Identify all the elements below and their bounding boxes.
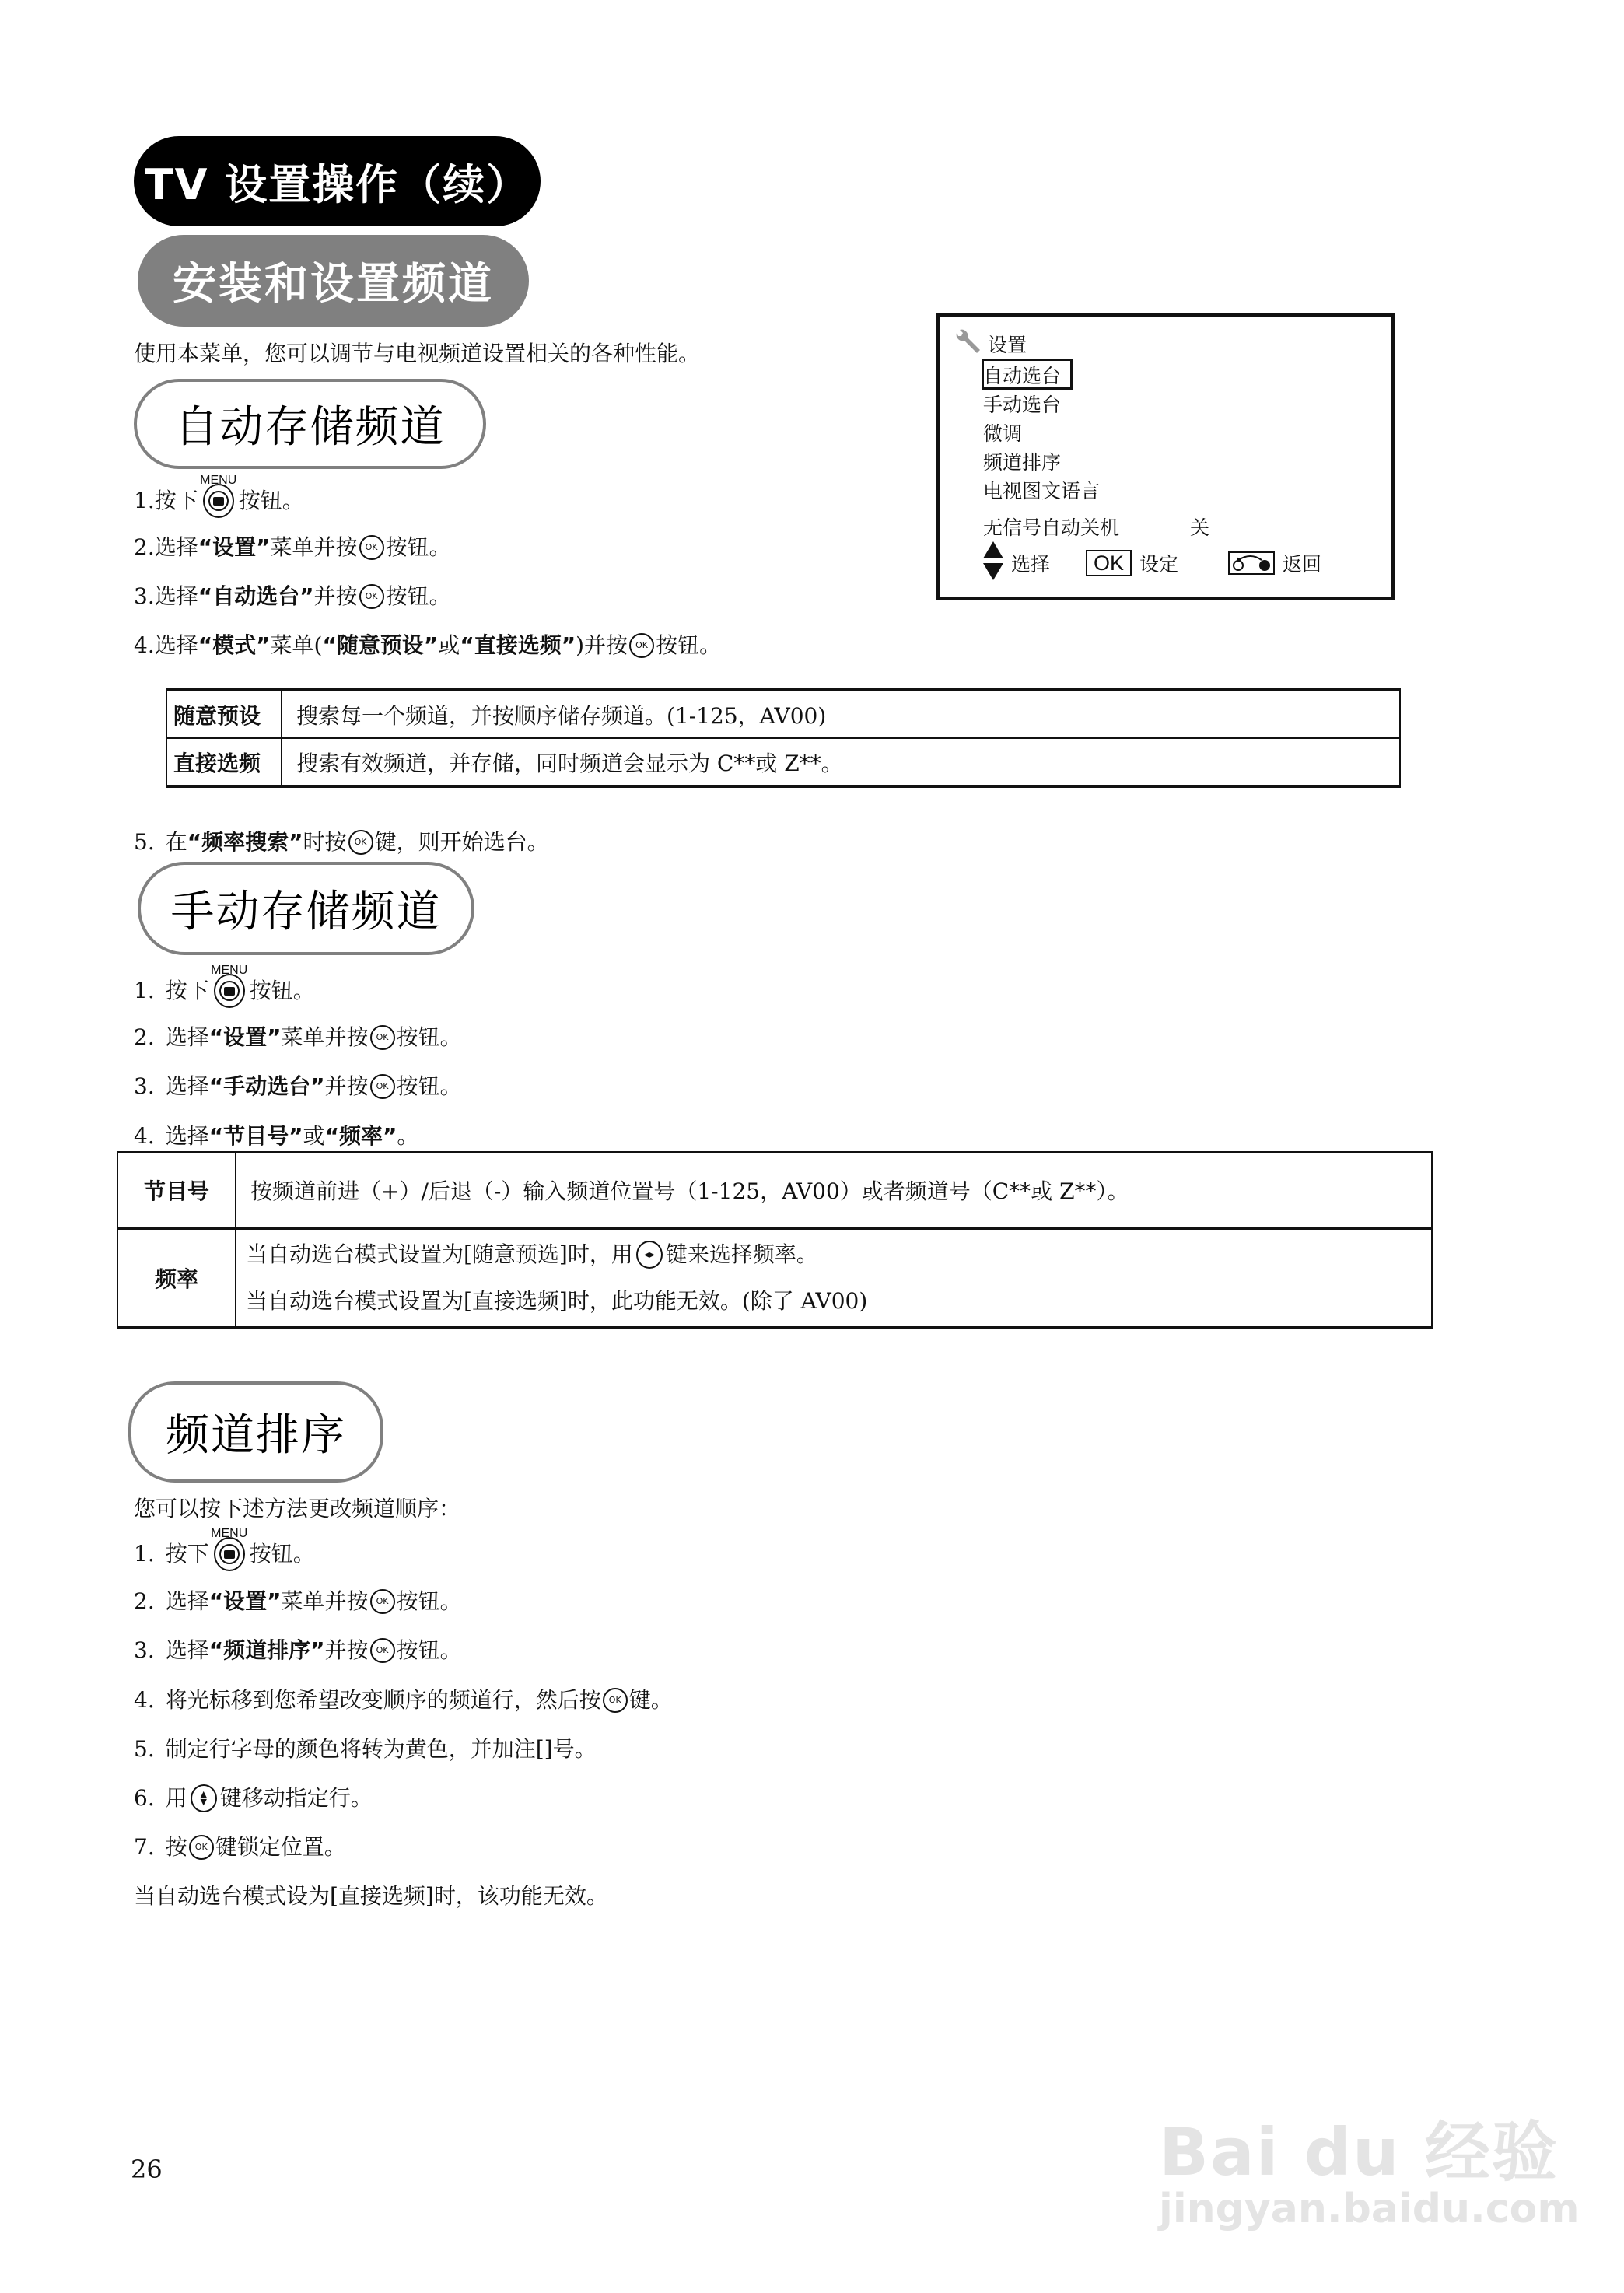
auto-step-5 [134,827,549,858]
osd-footer [983,541,1321,585]
osd-item-manual[interactable]: 手动选台 [983,394,1062,416]
step-number: 4. [134,1687,155,1713]
ok-key-icon: OK [1086,550,1132,576]
menu-button-icon: MENU [214,1537,245,1571]
step-number: 4. [134,1123,155,1149]
step-keyword: “自动选台” [198,583,314,609]
osd-title: 设置 [988,334,1027,356]
back-key-icon [1228,551,1275,575]
step-text: 用 [165,1785,187,1811]
sort-note: 当自动选台模式设为[直接选频]时，该功能无效。 [134,1883,608,1909]
table-row [117,1228,1432,1328]
step-text: 按钮。 [396,1637,462,1663]
sort-step-1 [134,1527,315,1571]
step-text: 在 [165,829,187,855]
ok-button-icon: OK [370,1025,395,1050]
ok-button-icon: OK [629,633,654,658]
step-number: 2. [134,534,155,560]
step-keyword: “设置” [208,1024,282,1050]
sort-step-3 [134,1635,462,1666]
step-text: 选择 [165,1073,209,1099]
step-number: 1. [134,1541,155,1567]
baidu-watermark-url: jingyan.baidu.com [1159,2186,1580,2232]
step-number: 6. [134,1785,155,1811]
menu-button-icon: MENU [203,484,234,518]
osd-item-finetune[interactable]: 微调 [983,422,1023,445]
step-text: 选择 [165,1024,209,1050]
page-title: TV 设置操作（续） [134,136,541,226]
step-text: 菜单( [270,632,323,658]
ok-button-icon: OK [189,1835,214,1860]
manual-options-table [117,1151,1433,1329]
step-text: 键。 [628,1687,673,1713]
step-text: 按钮。 [249,1541,315,1567]
step-keyword: “手动选台” [208,1073,325,1099]
step-text: 菜单并按 [270,534,358,560]
step-text: 键移动指定行。 [219,1785,373,1811]
step-number: 3. [134,1073,155,1099]
step-keyword: “设置” [208,1588,282,1614]
step-text: 按钮。 [249,978,315,1003]
step-keyword: “直接选频” [460,632,576,658]
osd-item-auto[interactable]: 自动选台 [983,365,1062,387]
step-number: 1. [134,488,155,513]
step-text: 按钮。 [656,632,722,658]
manual-store-heading: 手动存储频道 [138,862,474,955]
menu-button-icon: MENU [214,974,245,1008]
step-text: 菜单并按 [281,1024,369,1050]
step-text: 将光标移到您希望改变顺序的频道行，然后按 [165,1687,601,1713]
mode-label: 随意预设 [166,690,282,738]
step-number: 3. [134,583,155,609]
step-text: 或 [303,1123,325,1149]
step-number: 2. [134,1588,155,1614]
step-text: 按下 [165,1541,209,1567]
step-text: 按下 [154,488,198,513]
auto-step-1 [134,474,304,518]
step-number: 2. [134,1024,155,1050]
auto-step-3 [134,581,451,612]
manual-step-4 [134,1121,418,1152]
channel-sort-heading: 频道排序 [128,1381,383,1483]
step-text: 选择 [165,1637,209,1663]
step-text: 并按 [324,1637,369,1663]
step-number: 3. [134,1637,155,1663]
sort-step-2 [134,1586,462,1617]
sort-step-7 [134,1832,346,1863]
auto-store-heading: 自动存储频道 [134,379,486,469]
step-keyword: “节目号” [208,1123,303,1149]
mode-label: 直接选频 [166,738,282,786]
back-label: 返回 [1283,553,1322,576]
step-number: 1. [134,978,155,1003]
up-down-arrow-icon [983,541,1003,585]
ok-button-icon: OK [370,1074,395,1099]
step-text: 按钮。 [396,1588,462,1614]
osd-no-signal-off-label: 无信号自动关机 [983,516,1120,539]
step-text: 菜单并按 [281,1588,369,1614]
osd-item-sort[interactable]: 频道排序 [983,451,1062,474]
manual-step-2 [134,1022,462,1053]
step-number: 5. [134,829,155,855]
step-text: 选择 [165,1588,209,1614]
step-text: 并按 [324,1073,369,1099]
mode-desc: 搜索有效频道，并存储，同时频道会显示为 C**或 Z**。 [282,738,1400,786]
table-row [117,1152,1432,1228]
step-keyword: “频率搜索” [187,829,303,855]
option-label: 频率 [117,1228,236,1328]
select-label: 选择 [1011,553,1051,576]
section-title: 安装和设置频道 [138,235,529,327]
step-number: 5. [134,1736,155,1762]
up-down-button-icon: ▲ ▼ [191,1784,217,1812]
baidu-watermark-logo: Bai du 经验 [1159,2114,1559,2190]
step-text: 时按 [303,829,347,855]
step-text: 选择 [154,632,198,658]
table-row [166,738,1400,786]
page-number: 26 [131,2155,163,2184]
sort-step-5 [134,1734,597,1765]
step-text: 键锁定位置。 [215,1834,346,1860]
step-text: 按钮。 [385,583,451,609]
osd-item-teletext-lang[interactable]: 电视图文语言 [983,480,1101,502]
option-label: 节目号 [117,1152,236,1228]
step-text: 选择 [165,1123,209,1149]
set-label: 设定 [1139,553,1179,576]
intro-text: 使用本菜单，您可以调节与电视频道设置相关的各种性能。 [134,341,701,366]
step-text: )并按 [576,632,628,658]
step-text: 键，则开始选台。 [374,829,549,855]
step-text: 按钮。 [396,1024,462,1050]
step-text: 选择 [154,583,198,609]
step-text: 按下 [165,978,209,1003]
step-keyword: “设置” [198,534,271,560]
step-text: 选择 [154,534,198,560]
sort-step-6 [134,1783,373,1814]
mode-desc: 搜索每一个频道，并按顺序储存频道。(1-125，AV00) [282,690,1400,738]
left-right-button-icon: ◂▸ [636,1241,663,1269]
ok-button-icon: OK [603,1688,628,1713]
step-text: 按钮。 [238,488,304,513]
step-keyword: “频道排序” [208,1637,325,1663]
step-keyword: “随意预设” [322,632,439,658]
ok-button-icon: OK [359,535,384,560]
step-number: 4. [134,632,155,658]
step-text: 或 [438,632,460,658]
step-number: 7. [134,1834,155,1860]
ok-button-icon: OK [370,1589,395,1614]
ok-button-icon: OK [348,830,373,855]
sort-step-4 [134,1685,673,1716]
step-text: 按钮。 [396,1073,462,1099]
ok-button-icon: OK [370,1638,395,1663]
table-row [166,690,1400,738]
osd-settings-menu [936,313,1395,600]
step-text: 。 [397,1123,419,1149]
manual-step-3 [134,1071,462,1102]
sort-intro: 您可以按下述方法更改频道顺序： [134,1496,461,1521]
osd-no-signal-off-value[interactable]: 关 [1190,516,1210,539]
ok-button-icon: OK [359,584,384,609]
step-keyword: “模式” [198,632,271,658]
step-text: 按钮。 [385,534,451,560]
wrench-icon [954,328,985,361]
step-keyword: “频率” [324,1123,397,1149]
step-text: 并按 [313,583,358,609]
step-text: 按 [165,1834,187,1860]
option-desc: 当自动选台模式设置为[随意预选]时，用 ◂▸ 键来选择频率。 当自动选台模式设置为[直接选频]时，此功能无效。(除了 AV00) [236,1228,1432,1328]
step-text: 制定行字母的颜色将转为黄色，并加注[]号。 [165,1736,597,1762]
auto-step-4 [134,630,721,661]
auto-step-2 [134,532,451,563]
manual-step-1 [134,964,315,1008]
auto-mode-table [166,688,1401,788]
option-desc: 按频道前进（+）/后退（-）输入频道位置号（1-125，AV00）或者频道号（C**或 Z**）。 [236,1152,1432,1228]
